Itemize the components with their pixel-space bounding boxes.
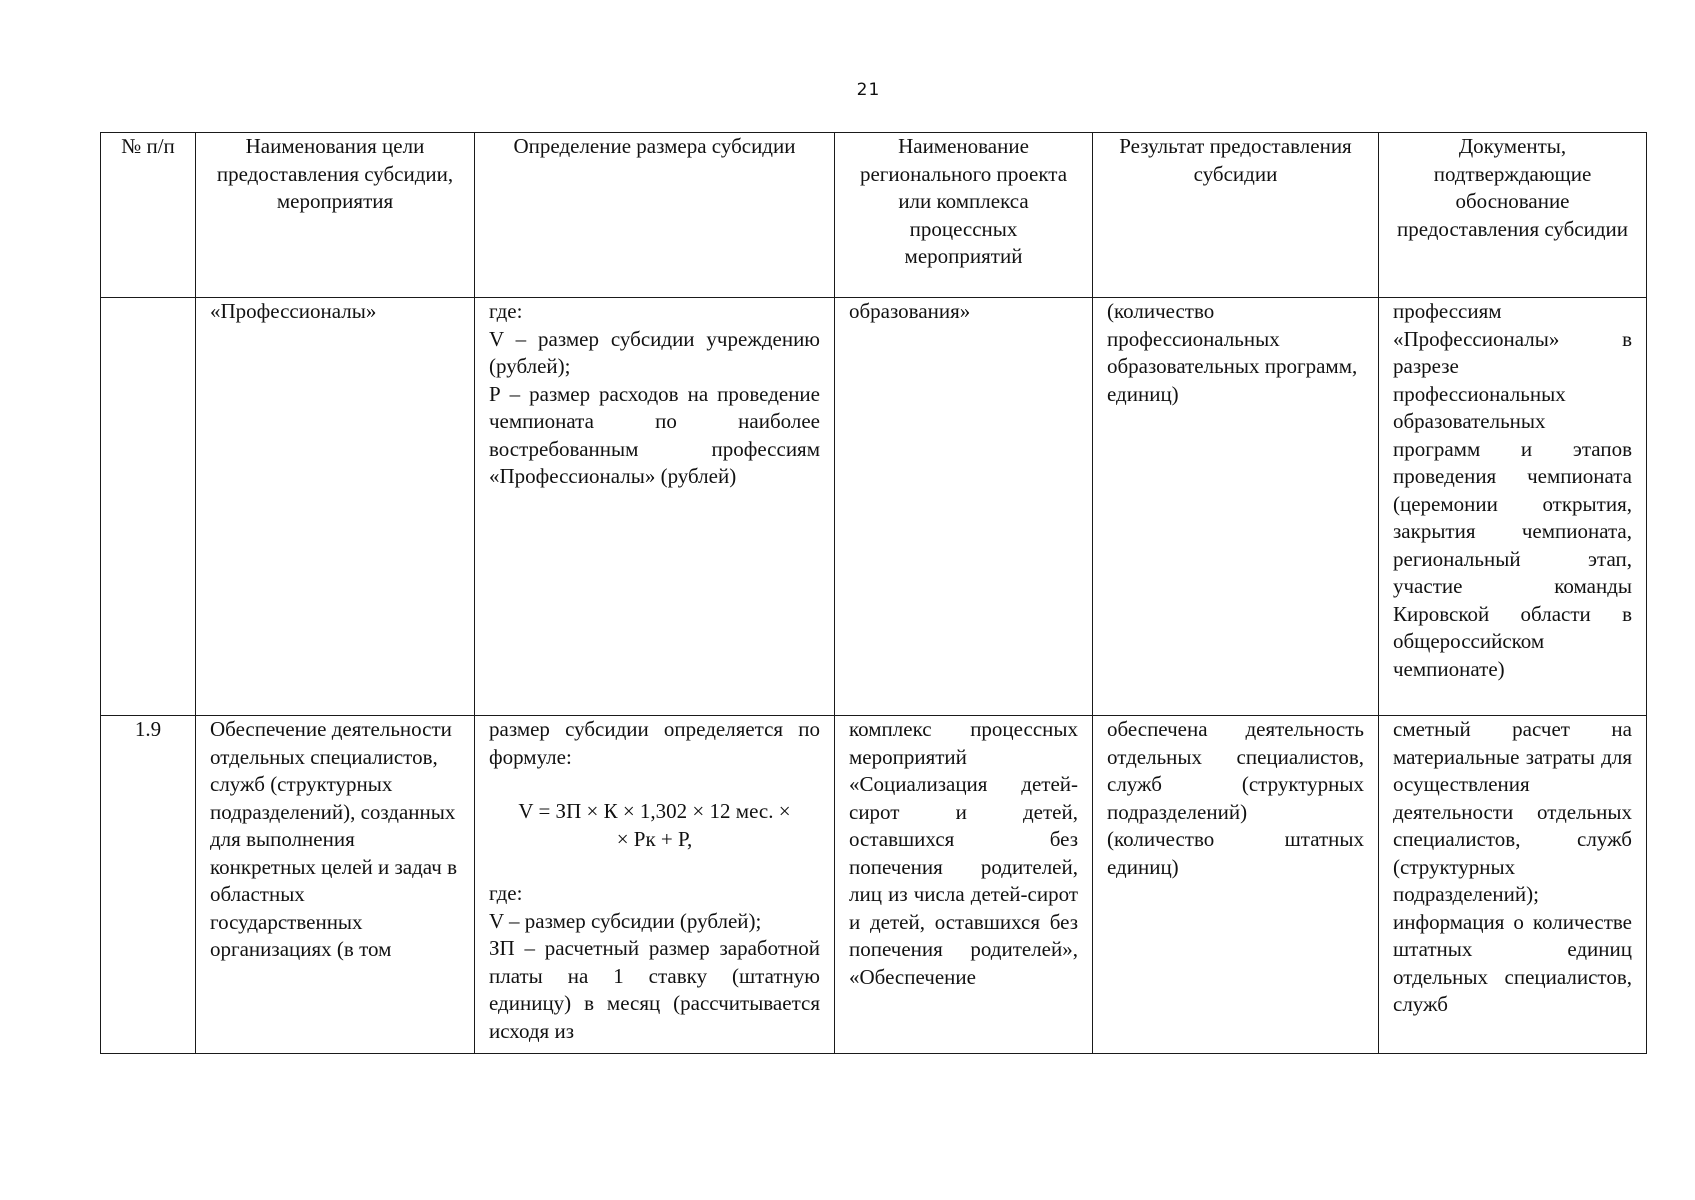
- header-subsidy-calculation: Определение размера субсидии: [475, 133, 835, 298]
- calc-line: V – размер субсидии (рублей);: [489, 908, 762, 933]
- header-result: Результат предоставления субсидии: [1093, 133, 1379, 298]
- page-number: 21: [856, 80, 881, 100]
- row-subsidy-calculation: [475, 298, 835, 716]
- row-goal-name: «Профессионалы»: [196, 298, 475, 716]
- calc-line: где:: [489, 881, 523, 905]
- calc-line: V – размер субсидии учреждению (рублей);: [489, 326, 820, 378]
- row-number: 1.9: [101, 716, 196, 1054]
- calc-line: где:: [489, 299, 523, 323]
- row-project-name: образования»: [835, 298, 1093, 716]
- header-goal-name: Наименования цели предоставления субсидии, мероприятия: [196, 133, 475, 298]
- row-subsidy-calculation: [475, 716, 835, 1054]
- row-documents: сметный расчет на материальные затраты для осуществления деятельности отдельных специалистов, служб (структурных подразделений); информация о количестве штатных единиц отдельных специалистов, служб: [1379, 716, 1647, 1054]
- header-project-name: Наименование регионального проекта или комплекса процессных мероприятий: [835, 133, 1093, 298]
- subsidy-table: [100, 132, 1647, 1054]
- row-project-name: комплекс процессных мероприятий «Социализация детей-сирот и детей, оставшихся без попечения родителей, лиц из числа детей-сирот и детей, оставшихся без попечения родителей», «Обеспечение: [835, 716, 1093, 1054]
- calc-line: ЗП – расчетный размер заработной платы на 1 ставку (штатную единицу) в месяц (рассчитывается исходя из: [489, 936, 820, 1043]
- calc-intro: размер субсидии определяется по формуле:: [489, 717, 820, 769]
- table-row: [101, 298, 1647, 716]
- formula-line: V = ЗП × К × 1,302 × 12 мес. ×: [518, 799, 791, 823]
- table-row: [101, 716, 1647, 1054]
- result-line: (количество штатных единиц): [1107, 827, 1364, 879]
- header-documents: Документы, подтверждающие обоснование предоставления субсидии: [1379, 133, 1647, 298]
- formula-line: × Рк + Р,: [616, 826, 693, 851]
- row-number: [101, 298, 196, 716]
- table-header-row: [101, 133, 1647, 298]
- row-result: (количество профессиональных образовательных программ, единиц): [1093, 298, 1379, 716]
- row-result: [1093, 716, 1379, 1054]
- row-goal-name: Обеспечение деятельности отдельных специалистов, служб (структурных подразделений), созданных для выполнения конкретных целей и задач в областных государственных организациях (в том: [196, 716, 475, 1054]
- result-line: обеспечена деятельность отдельных специалистов, служб (структурных подразделений): [1107, 717, 1364, 824]
- calc-line: Р – размер расходов на проведение чемпионата по наиболее востребованным профессиям «Профессионалы» (рублей): [489, 381, 820, 488]
- header-number: № п/п: [101, 133, 196, 298]
- row-documents: профессиям «Профессионалы» в разрезе профессиональных образовательных программ и этапов проведения чемпионата (церемонии открытия, закрытия чемпионата, региональный этап, участие команды Кировской области в общероссийском чемпионате): [1379, 298, 1647, 716]
